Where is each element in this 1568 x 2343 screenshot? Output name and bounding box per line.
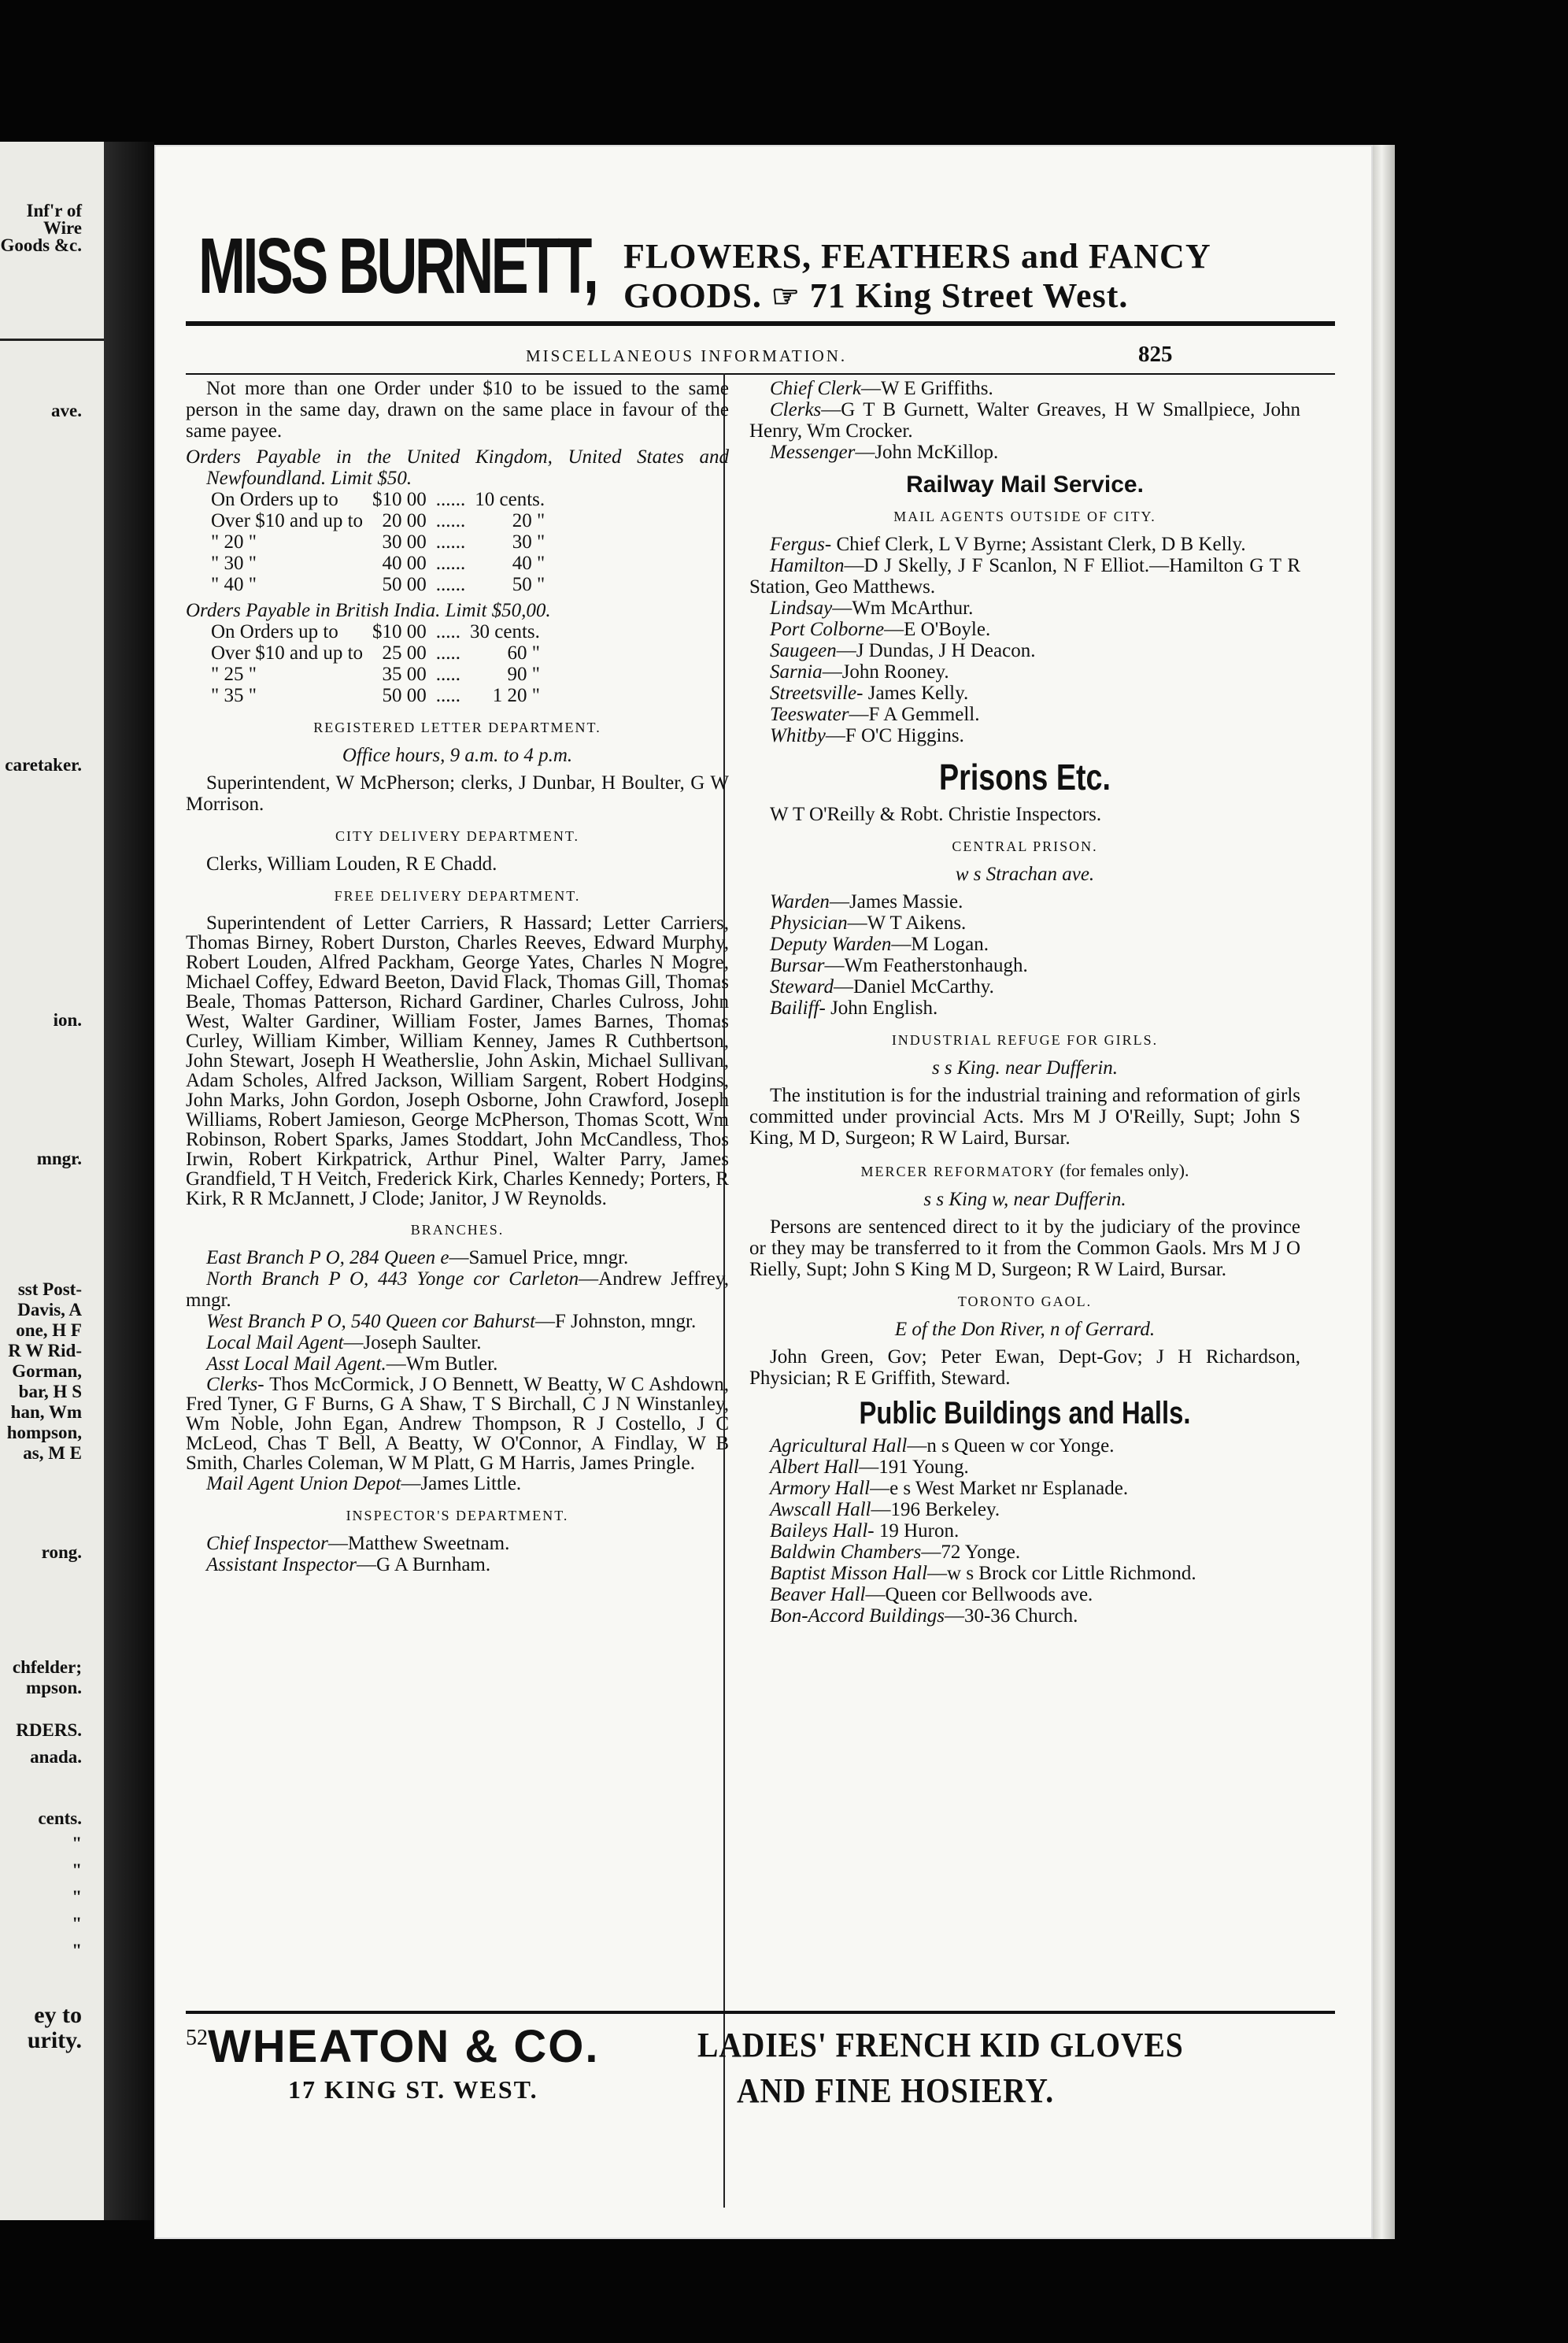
inspector-entry xyxy=(186,1554,729,1575)
entry-text: —Wm Featherstonhaugh. xyxy=(824,955,1028,976)
rate-range: " 20 " xyxy=(211,531,257,553)
central-prison-heading: CENTRAL PRISON. xyxy=(952,838,1098,854)
branch-label: Asst Local Mail Agent. xyxy=(206,1353,386,1375)
public-buildings-heading: Public Buildings and Halls. xyxy=(859,1396,1191,1431)
left-fragment: as, M E xyxy=(23,1443,82,1463)
branch-text: —Wm Butler. xyxy=(386,1353,498,1375)
branch-text: —James Little. xyxy=(401,1473,522,1494)
industrial-refuge-text: The institution is for the industrial training and reformation of girls committed under provincial Acts. Mrs M J O'Reilly, Supt; John S King, M D, Surgeon; R W Laird, Bursar. xyxy=(749,1085,1300,1149)
left-fragment: Goods &c. xyxy=(0,235,82,255)
entry-text: —James Massie. xyxy=(829,891,963,912)
mail-agents-heading: MAIL AGENTS OUTSIDE OF CITY. xyxy=(893,509,1156,524)
footer-company: WHEATON & CO. xyxy=(208,2021,600,2072)
entry xyxy=(749,534,1300,555)
rate-limit: 40 00 xyxy=(382,553,427,574)
entry xyxy=(749,955,1300,976)
uk-rates-table xyxy=(206,489,549,595)
footer-company-line xyxy=(186,2020,600,2073)
branches-heading: BRANCHES. xyxy=(410,1222,505,1238)
entry xyxy=(749,725,1300,746)
branch-text: - Thos McCormick, J O Bennett, W Beatty, W C Ashdown, Fred Tyner, G F Burns, G A Shaw, T S Birchall, C J N Winstanley, Wm Noble, John Egan, Andrew Thompson, R J Costello, J C McLeod, Chas T Bell, A Beatty, W O'Connor, A Findlay, W B Smith, Charles Coleman, W M Platt, G M Harris, James Pringle. xyxy=(186,1374,729,1474)
entry-text: —John Rooney. xyxy=(822,661,949,683)
rate-limit: $10 00 xyxy=(372,621,427,642)
page-edge xyxy=(1373,145,1395,2239)
entry-text: —n s Queen w cor Yonge. xyxy=(907,1435,1115,1457)
rate-fee: 60 " xyxy=(507,642,540,664)
rate-fee: 30 " xyxy=(512,531,545,553)
entry xyxy=(749,704,1300,725)
footer-page-ref: 52 xyxy=(186,2026,208,2050)
rate-fee: 20 " xyxy=(512,510,545,531)
rate-fee: 50 " xyxy=(512,574,545,595)
entry-label: Hamilton xyxy=(770,555,845,576)
entry-label: Deputy Warden xyxy=(770,934,892,955)
registered-staff: Superintendent, W McPherson; clerks, J Dunbar, H Boulter, G W Morrison. xyxy=(186,772,729,815)
entry-label: Messenger xyxy=(770,442,856,463)
table-row xyxy=(206,510,549,531)
entry xyxy=(749,598,1300,619)
entry-label: Physician xyxy=(770,912,848,934)
entry xyxy=(749,442,1300,463)
left-fragment: anada. xyxy=(30,1747,82,1767)
inspector-text: —Matthew Sweetnam. xyxy=(327,1533,510,1554)
entry-text: —Daniel McCarthy. xyxy=(834,976,994,998)
left-fragment: mngr. xyxy=(36,1149,82,1168)
central-prison-location: w s Strachan ave. xyxy=(955,864,1095,885)
left-column xyxy=(186,378,729,1575)
entry-label: Sarnia xyxy=(770,661,823,683)
left-fragment: ey to xyxy=(34,2002,82,2028)
branch-label: Local Mail Agent xyxy=(206,1332,344,1353)
ad-line-2 xyxy=(623,276,1128,316)
entry-text: —196 Berkeley. xyxy=(871,1499,1000,1520)
table-row xyxy=(206,489,549,510)
rate-fee: 40 " xyxy=(512,553,545,574)
left-fragment: ave. xyxy=(51,401,82,420)
footer-address: 17 KING ST. WEST. xyxy=(288,2075,538,2104)
entry xyxy=(749,555,1300,598)
entry-text: - Chief Clerk, L V Byrne; Assistant Clerk, D B Kelly. xyxy=(824,534,1246,555)
entry-text: —F O'C Higgins. xyxy=(825,725,964,746)
entry-label: Awscall Hall xyxy=(770,1499,871,1520)
rate-fee: 30 cents. xyxy=(470,621,540,642)
rate-leader: ...... xyxy=(435,574,466,595)
branch-text: —Samuel Price, mngr. xyxy=(449,1247,629,1268)
free-delivery-heading: FREE DELIVERY DEPARTMENT. xyxy=(334,888,581,904)
left-fragment: sst Post- xyxy=(17,1279,82,1299)
table-row xyxy=(206,531,549,553)
left-fragment: Davis, A xyxy=(17,1300,82,1320)
registered-office-hours: Office hours, 9 a.m. to 4 p.m. xyxy=(342,745,573,766)
left-fragment: ion. xyxy=(53,1010,82,1030)
branch-entry xyxy=(186,1332,729,1353)
rate-limit: 35 00 xyxy=(382,664,427,685)
prisons-heading: Prisons Etc. xyxy=(938,757,1111,798)
left-fragment: bar, H S xyxy=(18,1382,82,1401)
entry-text: - John English. xyxy=(819,998,938,1019)
entry-text: —G T B Gurnett, Walter Greaves, H W Smallpiece, John Henry, Wm Crocker. xyxy=(749,399,1300,442)
book-binding-gutter xyxy=(104,142,154,2220)
branch-label: Mail Agent Union Depot xyxy=(206,1473,401,1494)
branch-entry xyxy=(186,1375,729,1473)
left-page-margin xyxy=(0,142,104,2220)
entry xyxy=(749,976,1300,998)
entry-text: —w s Brock cor Little Richmond. xyxy=(927,1563,1196,1584)
ad-business-name: MISS BURNETT, xyxy=(198,222,597,310)
industrial-refuge-location: s s King. near Dufferin. xyxy=(931,1057,1119,1079)
rate-leader: ..... xyxy=(435,621,461,642)
entry-label: Port Colborne xyxy=(770,619,885,640)
branch-label: Clerks xyxy=(206,1374,258,1395)
entry-text: —191 Young. xyxy=(859,1457,969,1478)
entry xyxy=(749,378,1300,399)
ad-goods: GOODS. xyxy=(623,276,762,315)
entry-text: —F A Gemmell. xyxy=(849,704,980,725)
left-fragment: RDERS. xyxy=(16,1720,82,1740)
table-row xyxy=(206,621,545,642)
prison-inspectors: W T O'Reilly & Robt. Christie Inspectors. xyxy=(770,804,1102,825)
entry-label: Bon-Accord Buildings xyxy=(770,1605,945,1627)
rate-fee: 10 cents. xyxy=(475,489,545,510)
branch-label: West Branch P O, 540 Queen cor Bahurst xyxy=(206,1311,536,1332)
entry-label: Baptist Misson Hall xyxy=(770,1563,928,1584)
rate-limit: 25 00 xyxy=(382,642,427,664)
rate-leader: ...... xyxy=(435,510,466,531)
table-row xyxy=(206,574,549,595)
entry-label: Chief Clerk xyxy=(770,378,861,399)
entry xyxy=(749,1520,1300,1542)
entry-label: Steward xyxy=(770,976,834,998)
left-fragment: Inf'r of xyxy=(26,201,82,220)
branch-entry xyxy=(186,1268,729,1311)
entry xyxy=(749,661,1300,683)
entry-text: - James Kelly. xyxy=(856,683,969,704)
inspector-heading: INSPECTOR'S DEPARTMENT. xyxy=(346,1508,569,1523)
entry-text: —30-36 Church. xyxy=(944,1605,1078,1627)
rate-leader: ..... xyxy=(435,685,461,706)
entry-text: —M Logan. xyxy=(891,934,989,955)
branch-entry xyxy=(186,1353,729,1375)
city-delivery-staff: Clerks, William Louden, R E Chadd. xyxy=(206,853,497,875)
ad-line-1: FLOWERS, FEATHERS and FANCY xyxy=(623,237,1211,276)
free-delivery-staff: Superintendent of Letter Carriers, R Hassard; Letter Carriers, Thomas Birney, Robert Durston, Charles Reeves, Edward Murphy, Robert Louden, Alfred Packham, George Yates, Charles N Mogre, Michael Coffey, Edward Beeton, David Flack, Thomas Gill, Thomas Beale, Thomas Patterson, Richard Gardiner, Charles Culross, John West, Walter Gardiner, William Foster, James Barnes, Thomas Curley, William Kimber, William Kenney, James R Cuthbertson, John Stewart, Joseph H Weatherslie, John Askin, Michael Sullivan, Adam Scholes, Alfred Jackson, William Sargent, Robert Hodgins, John Marks, John Gordon, Joseph Osborne, John Crawford, Joseph Williams, Robert Jamieson, George McPherson, Thomas Scott, Wm Robinson, Robert Sparks, James Stoddart, John McCandless, Thos Irwin, Robert Kirkpatrick, Arthur Pinel, Walter Parry, James Grandfield, T H Veitch, Frederick Kirk, Charles Kennedy; Porters, R Kirk, R R McJannett, J Clode; Janitor, J W Reynolds. xyxy=(186,912,729,1209)
rate-leader: ..... xyxy=(435,664,461,685)
rate-range: " 35 " xyxy=(211,685,257,706)
entry xyxy=(749,1478,1300,1499)
entry xyxy=(749,1457,1300,1478)
entry-label: Streetsville xyxy=(770,683,857,704)
entry-text: —John McKillop. xyxy=(855,442,999,463)
running-head-rule xyxy=(186,373,1335,375)
entry xyxy=(749,1435,1300,1457)
table-row xyxy=(206,642,545,664)
entry-label: Albert Hall xyxy=(770,1457,860,1478)
rate-limit: 50 00 xyxy=(382,574,427,595)
entry-label: Whitby xyxy=(770,725,826,746)
entry xyxy=(749,1584,1300,1605)
branch-text: —Joseph Saulter. xyxy=(343,1332,482,1353)
railway-mail-heading: Railway Mail Service. xyxy=(906,472,1144,498)
rate-limit: $10 00 xyxy=(372,489,427,510)
inspector-text: —G A Burnham. xyxy=(356,1554,491,1575)
rate-fee: 90 " xyxy=(507,664,540,685)
entry xyxy=(749,891,1300,912)
entry-label: Armory Hall xyxy=(770,1478,871,1499)
entry xyxy=(749,619,1300,640)
entry-label: Beaver Hall xyxy=(770,1584,866,1605)
mercer-text: Persons are sentenced direct to it by the judiciary of the province or they may be transferred to it from the Common Gaols. Mrs M J O Rielly, Supt; John S King M D, Surgeon; R W Laird, Bursar. xyxy=(749,1216,1300,1280)
entry-text: —W T Aikens. xyxy=(847,912,967,934)
mercer-reformatory-heading xyxy=(749,1160,1300,1183)
table-row xyxy=(206,685,545,706)
entry-text: —D J Skelly, J F Scanlon, N F Elliot.—Hamilton G T R Station, Geo Matthews. xyxy=(749,555,1300,598)
mercer-note: (for females only). xyxy=(1055,1160,1189,1180)
left-fragment: urity. xyxy=(27,2027,82,2053)
branch-entry xyxy=(186,1473,729,1494)
header-rule xyxy=(186,321,1335,326)
rate-range: On Orders up to xyxy=(211,489,338,510)
rate-leader: ...... xyxy=(435,489,466,510)
entry-text: —W E Griffiths. xyxy=(860,378,993,399)
entry xyxy=(749,640,1300,661)
branch-label: East Branch P O, 284 Queen e xyxy=(206,1247,449,1268)
left-fragment: R W Rid- xyxy=(8,1341,82,1360)
footer-advertisement xyxy=(186,2020,1335,2162)
rate-leader: ..... xyxy=(435,642,461,664)
left-fragment: Wire xyxy=(43,218,82,238)
left-fragment: " xyxy=(72,1941,82,1960)
inspector-label: Chief Inspector xyxy=(206,1533,328,1554)
entry-text: —e s West Market nr Esplanade. xyxy=(870,1478,1129,1499)
ad-address: 71 King Street West. xyxy=(809,276,1129,315)
india-rates-table xyxy=(206,621,545,706)
entry xyxy=(749,683,1300,704)
entry xyxy=(749,399,1300,442)
running-head-title: MISCELLANEOUS INFORMATION. xyxy=(526,346,848,365)
rate-range: Over $10 and up to xyxy=(211,642,364,664)
entry xyxy=(749,1499,1300,1520)
left-fragment: " xyxy=(72,1834,82,1853)
left-fragment: cents. xyxy=(38,1808,82,1828)
left-fragment: Gorman, xyxy=(12,1361,82,1381)
left-fragment: " xyxy=(72,1860,82,1880)
rate-range: " 40 " xyxy=(211,574,257,595)
entry xyxy=(749,998,1300,1019)
pointing-hand-icon: ☞ xyxy=(771,279,801,314)
entry-label: Saugeen xyxy=(770,640,837,661)
left-fragment: " xyxy=(72,1887,82,1907)
entry-text: - 19 Huron. xyxy=(867,1520,960,1542)
entry xyxy=(749,1563,1300,1584)
left-fragment: han, Wm xyxy=(10,1402,82,1422)
industrial-refuge-heading: INDUSTRIAL REFUGE FOR GIRLS. xyxy=(891,1032,1159,1048)
footer-ad-line-1: LADIES' FRENCH KID GLOVES xyxy=(697,2026,1184,2064)
entry-text: —72 Yonge. xyxy=(921,1542,1021,1563)
branch-entry xyxy=(186,1247,729,1268)
left-fragment: rong. xyxy=(41,1542,82,1562)
entry-text: —Queen cor Bellwoods ave. xyxy=(865,1584,1093,1605)
entry-label: Baldwin Chambers xyxy=(770,1542,922,1563)
entry xyxy=(749,912,1300,934)
entry-text: —Wm McArthur. xyxy=(832,598,974,619)
footer-rule xyxy=(186,2011,1335,2014)
left-fragment: chfelder; xyxy=(12,1657,82,1677)
rate-limit: 30 00 xyxy=(382,531,427,553)
inspector-label: Assistant Inspector xyxy=(206,1554,357,1575)
entry xyxy=(749,1605,1300,1627)
entry-label: Teeswater xyxy=(770,704,849,725)
inspector-entry xyxy=(186,1533,729,1554)
branch-text: —F Johnston, mngr. xyxy=(535,1311,697,1332)
rate-fee: 1 20 " xyxy=(492,685,540,706)
entry-text: —J Dundas, J H Deacon. xyxy=(836,640,1036,661)
entry-label: Bailiff xyxy=(770,998,819,1019)
entry-label: Agricultural Hall xyxy=(770,1435,908,1457)
registered-letter-heading: REGISTERED LETTER DEPARTMENT. xyxy=(313,720,601,735)
toronto-gaol-heading: TORONTO GAOL. xyxy=(957,1294,1093,1309)
table-row xyxy=(206,553,549,574)
left-fragment: mpson. xyxy=(26,1678,82,1697)
branch-text: —Andrew Jeffrey, mngr. xyxy=(186,1268,729,1311)
left-fragment: caretaker. xyxy=(5,755,82,775)
entry-label: Baileys Hall xyxy=(770,1520,868,1542)
mercer-location: s s King w, near Dufferin. xyxy=(923,1189,1126,1210)
entry-label: Bursar xyxy=(770,955,825,976)
entry xyxy=(749,1542,1300,1563)
branch-label: North Branch P O, 443 Yonge cor Carleton xyxy=(206,1268,579,1290)
rate-range: Over $10 and up to xyxy=(211,510,364,531)
entry-label: Fergus xyxy=(770,534,825,555)
mercer-name: MERCER REFORMATORY xyxy=(860,1164,1056,1179)
toronto-gaol-text: John Green, Gov; Peter Ewan, Dept-Gov; J H Richardson, Physician; R E Griffith, Steward. xyxy=(749,1346,1300,1389)
money-order-intro: Not more than one Order under $10 to be issued to the same person in the same day, drawn on the same place in favour of the same payee. xyxy=(186,378,729,442)
header-advertisement xyxy=(198,222,1332,353)
entry-label: Clerks xyxy=(770,399,822,420)
rate-leader: ...... xyxy=(435,531,466,553)
rate-leader: ...... xyxy=(435,553,466,574)
rate-range: " 25 " xyxy=(211,664,257,685)
entry xyxy=(749,934,1300,955)
directory-page xyxy=(154,145,1373,2239)
left-fragment: " xyxy=(72,1914,82,1934)
left-fragment: hompson, xyxy=(6,1423,82,1442)
branch-entry xyxy=(186,1311,729,1332)
city-delivery-heading: CITY DELIVERY DEPARTMENT. xyxy=(335,828,580,844)
left-fragment: one, H F xyxy=(16,1320,82,1340)
table-row xyxy=(206,664,545,685)
rate-range: " 30 " xyxy=(211,553,257,574)
rate-range: On Orders up to xyxy=(211,621,338,642)
rate-limit: 50 00 xyxy=(382,685,427,706)
uk-orders-heading: Orders Payable in the United Kingdom, United States and Newfoundland. Limit $50. xyxy=(186,446,729,489)
rate-limit: 20 00 xyxy=(382,510,427,531)
india-orders-heading: Orders Payable in British India. Limit $50,00. xyxy=(186,600,551,621)
left-rule xyxy=(0,339,104,341)
entry-label: Lindsay xyxy=(770,598,833,619)
toronto-gaol-location: E of the Don River, n of Gerrard. xyxy=(894,1319,1156,1340)
entry-label: Warden xyxy=(770,891,830,912)
right-column xyxy=(749,378,1300,1627)
page-number: 825 xyxy=(1138,342,1173,367)
entry-text: —E O'Boyle. xyxy=(884,619,991,640)
footer-ad-line-2: AND FINE HOSIERY. xyxy=(737,2071,1055,2110)
